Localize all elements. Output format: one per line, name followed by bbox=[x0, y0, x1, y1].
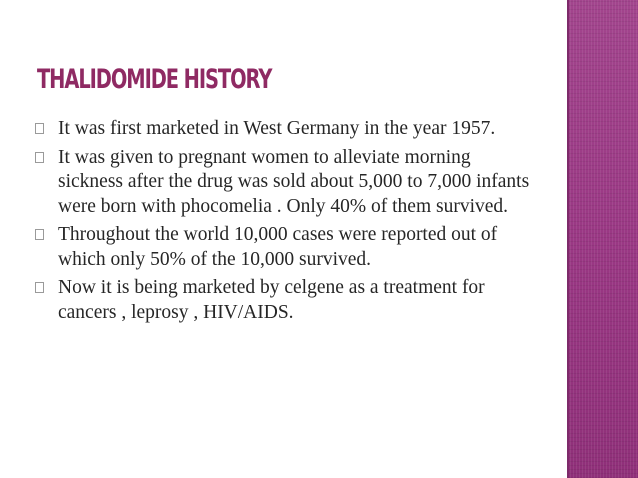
square-bullet-icon bbox=[35, 282, 44, 293]
square-bullet-icon bbox=[35, 152, 44, 163]
decorative-side-band bbox=[567, 0, 638, 478]
side-band-edge bbox=[567, 0, 569, 478]
bullet-text: It was given to pregnant women to alleviate morning sickness after the drug was sold about 5,000 to 7,000 infants were born with phocomelia . Only 40% of them survived. bbox=[58, 146, 530, 217]
slide-title: THALIDOMIDE HISTORY bbox=[37, 64, 272, 95]
bullet-item bbox=[35, 117, 540, 142]
bullet-item bbox=[35, 146, 540, 220]
square-bullet-icon bbox=[35, 123, 44, 134]
bullet-text: It was first marketed in West Germany in the year 1957. bbox=[58, 118, 496, 139]
bullet-item bbox=[35, 276, 540, 325]
bullet-text: Throughout the world 10,000 cases were reported out of which only 50% of the 10,000 survived. bbox=[58, 224, 498, 270]
bullet-list bbox=[35, 117, 540, 329]
bullet-item bbox=[35, 223, 540, 272]
bullet-text: Now it is being marketed by celgene as a treatment for cancers , leprosy , HIV/AIDS. bbox=[58, 277, 485, 323]
square-bullet-icon bbox=[35, 229, 44, 240]
